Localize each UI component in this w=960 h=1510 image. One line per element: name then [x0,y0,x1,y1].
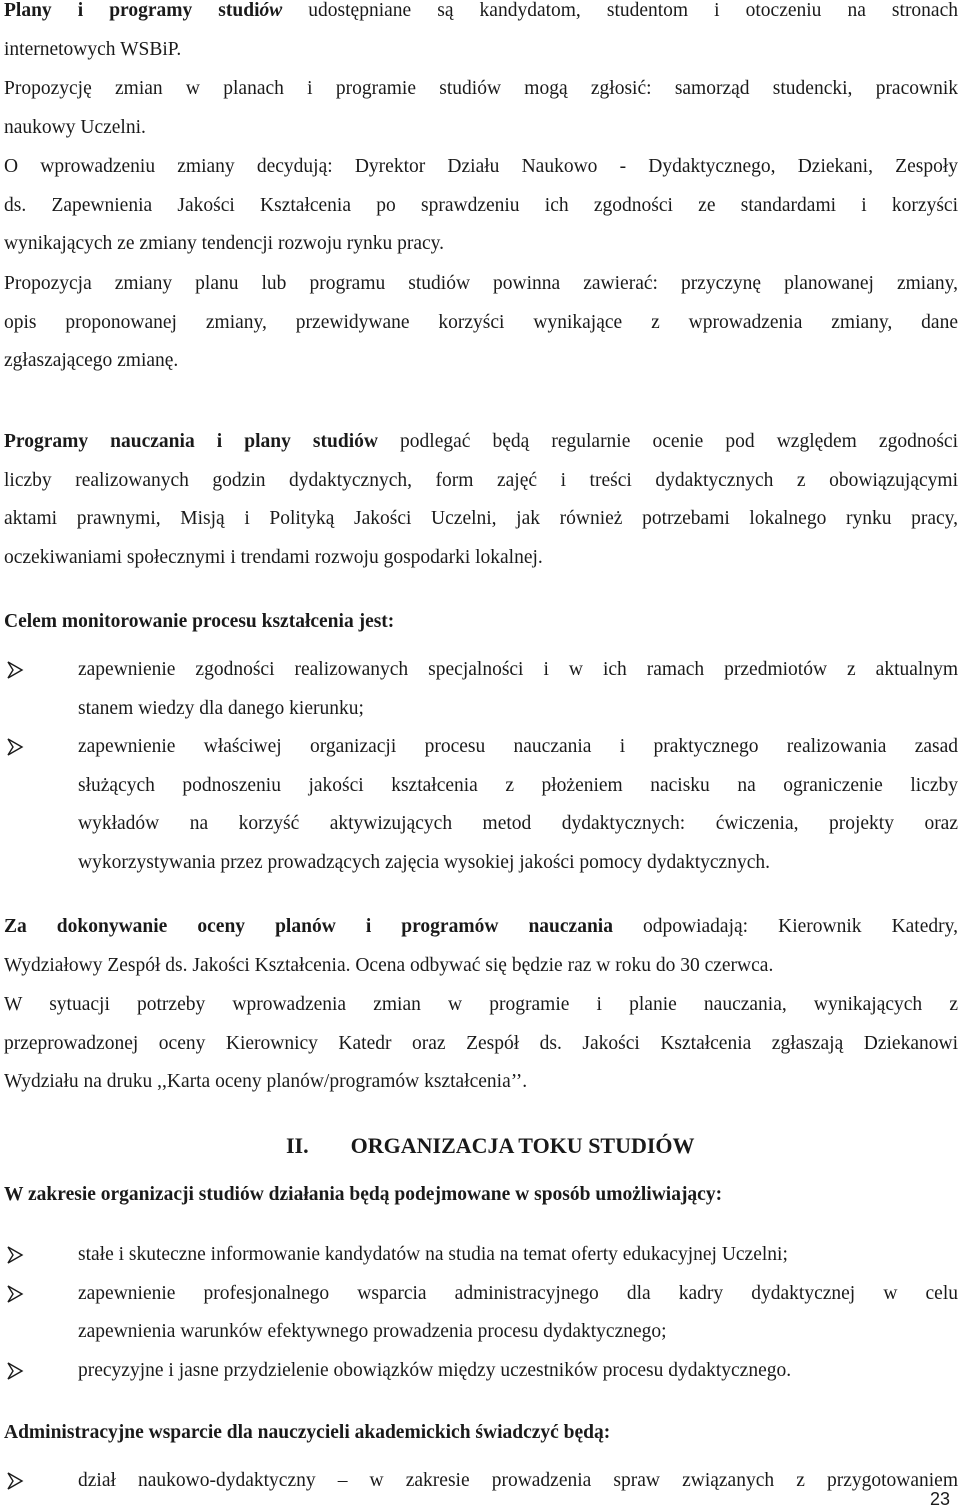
bold-lead: Plany i programy studiów [4,0,283,21]
text-line: Propozycja zmiany planu lub programu studiów powinna zawierać: przyczynę planowanej zmiany, [4,273,958,294]
text-span: podlegać będą regularnie ocenie pod względem zgodności [377,431,958,452]
section-number: II. [286,1133,309,1158]
text-line: wynikających ze zmiany tendencji rozwoju rynku pracy. [4,233,445,254]
bold-lead: Programy nauczania i plany studiów [4,431,378,452]
bold-heading-text: Celem monitorowanie procesu kształcenia jest: [4,611,395,632]
arrowhead-bullet-icon [6,1352,28,1391]
text-line: przeprowadzonej oceny Kierownicy Katedr oraz Zespół ds. Jakości Kształcenia zgłaszają Dziekanowi [4,1032,958,1054]
list-item [4,1462,958,1501]
heading-organization [4,1176,722,1215]
text-line: Wydziału na druku ,,Karta oceny planów/programów kształcenia’’. [4,1071,528,1092]
list-item [4,651,958,728]
bold-lead: Za dokonywanie oceny planów i programów nauczania [4,916,613,937]
text-line: stanem wiedzy dla danego kierunku; [78,697,364,719]
list-item [4,728,958,882]
text-line: wykładów na korzyść aktywizujących metod dydaktycznych: ćwiczenia, projekty oraz [78,813,958,834]
text-line: wykorzystywania przez prowadzących zajęcia wysokiej jakości pomocy dydaktycznych. [78,851,770,873]
text-line [4,908,958,947]
text-line: W sytuacji potrzeby wprowadzenia zmian w programie i planie nauczania, wynikających z [4,994,958,1015]
text-line: zapewnienie profesjonalnego wsparcia administracyjnego dla kadry dydaktycznej w celu [78,1282,958,1304]
text-span: odpowiadają: Kierownik Katedry, [612,916,958,937]
arrowhead-bullet-icon [6,1275,28,1314]
text-line: liczby realizowanych godzin dydaktycznych, form zajęć i treści dydaktycznych z obowiązującymi [4,469,958,491]
bullet-list-organization [4,1236,958,1390]
arrowhead-bullet-icon [6,1236,28,1275]
bullet-list-monitoring [4,651,958,882]
text-line: służących podnoszeniu jakości kształcenia z płożeniem nacisku na ograniczenie liczby [78,774,958,796]
text-line: internetowych WSBiP. [4,38,182,60]
text-line: precyzyjne i jasne przydzielenie obowiązków między uczestników procesu dydaktycznego. [78,1359,792,1381]
paragraph-publication [4,0,958,69]
arrowhead-bullet-icon [6,1462,28,1501]
text-line: oczekiwaniami społecznymi i trendami rozwoju gospodarki lokalnej. [4,546,543,568]
text-line: Wydziałowy Zespół ds. Jakości Kształcenia. Ocena odbywać się będzie raz w roku do 30 czerwca. [4,954,774,976]
section-heading [286,1126,695,1166]
heading-admin-support [4,1414,610,1453]
text-line: naukowy Uczelni. [4,116,146,138]
text-line: dział naukowo-dydaktyczny – w zakresie prowadzenia spraw związanych z przygotowaniem [78,1470,958,1491]
paragraph-programs-evaluation [4,423,958,577]
text-line: Propozycję zmian w planach i programie studiów mogą zgłosić: samorząd studencki, pracownik [4,78,958,99]
paragraph-decision [4,148,958,264]
heading-monitoring-goal [4,603,394,642]
text-line [4,423,958,462]
list-item [4,1275,958,1352]
text-line: O wprowadzeniu zmiany decydują: Dyrektor Działu Naukowo - Dydaktycznego, Dziekani, Zespoły [4,156,958,177]
list-item [4,1236,958,1275]
text-line: stałe i skuteczne informowanie kandydatów na studia na temat oferty edukacyjnej Uczelni; [78,1244,788,1265]
arrowhead-bullet-icon [6,651,28,690]
paragraph-proposals [4,70,958,147]
bold-heading-text: Administracyjne wsparcie dla nauczycieli akademickich świadczyć będą: [4,1422,611,1443]
bold-heading-text: W zakresie organizacji studiów działania będą podejmowane w sposób umożliwiający: [4,1184,723,1205]
text-line: zapewnienia warunków efektywnego prowadzenia procesu dydaktycznego; [78,1321,667,1342]
text-span: udostępniane są kandydatom, studentom i otoczeniu na stronach [282,0,958,21]
text-line: opis proponowanej zmiany, przewidywane korzyści wynikające z wprowadzenia zmiany, dane [4,311,958,333]
text-line: zapewnienie zgodności realizowanych specjalności i w ich ramach przedmiotów z aktualnym [78,659,958,680]
paragraph-change-procedure [4,986,958,1102]
page-number: 23 [929,1489,950,1509]
text-line: aktami prawnymi, Misją i Polityką Jakości Uczelni, jak również potrzebami lokalnego rynku pracy, [4,508,958,529]
paragraph-proposal-content [4,265,958,381]
text-line: zapewnienie właściwej organizacji procesu nauczania i praktycznego realizowania zasad [78,736,958,757]
text-line: zgłaszającego zmianę. [4,350,179,371]
arrowhead-bullet-icon [6,728,28,767]
bullet-list-admin [4,1462,958,1501]
text-line [4,0,958,31]
list-item [4,1352,958,1391]
paragraph-evaluation-responsibility [4,908,958,985]
text-line: ds. Zapewnienia Jakości Kształcenia po sprawdzeniu ich zgodności ze standardami i korzyści [4,194,958,216]
section-title: ORGANIZACJA TOKU STUDIÓW [350,1133,695,1158]
